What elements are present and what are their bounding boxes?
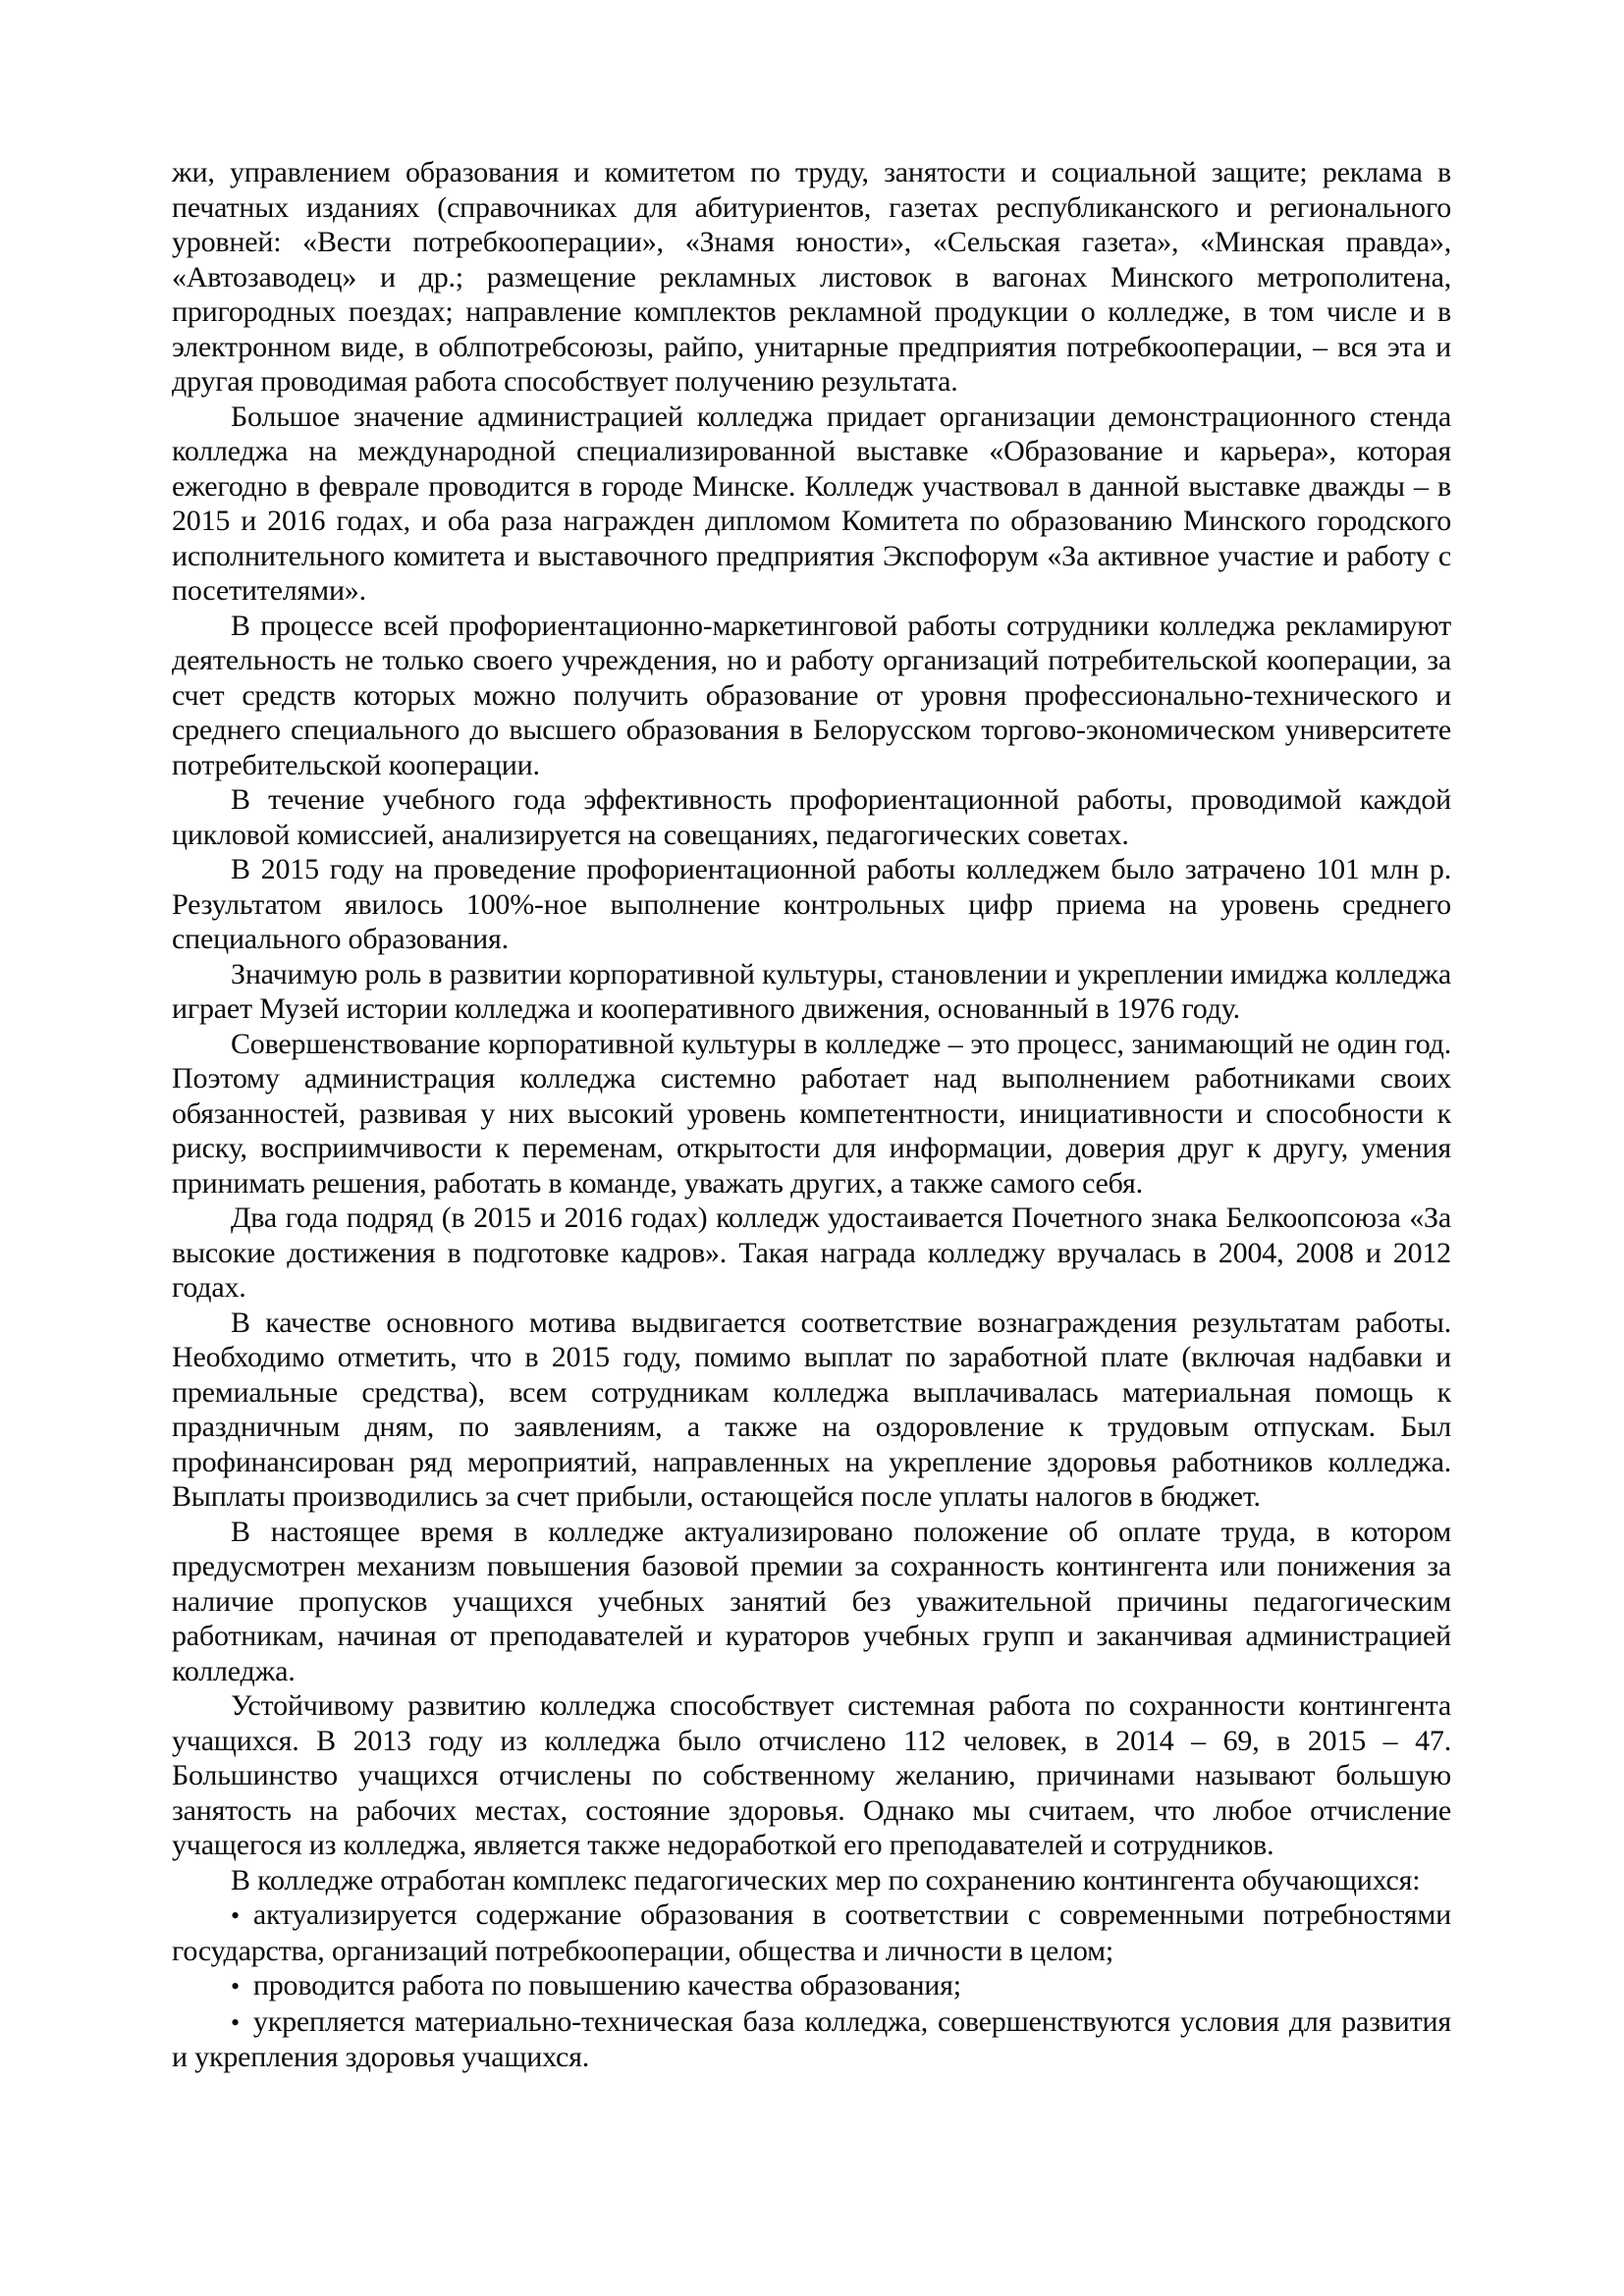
bullet-item: [172, 1968, 1451, 2004]
bullet-text: актуализируется содержание образования в соответствии с современными потребностями государства, организаций потребкооперации, общества и личности в целом;: [172, 1898, 1451, 1967]
bullet-text: укрепляется материально-техническая база колледжа, совершенствуются условия для развития и укрепления здоровья учащихся.: [172, 2004, 1451, 2073]
paragraph: В процессе всей профориентационно-маркетинговой работы сотрудники колледжа рекламируют деятельность не только своего учреждения, но и работу организаций потребительской кооперации, за счет средств которых можно получить образование от уровня профессионально-технического и среднего специального до высшего образования в Белорусском торгово-экономическом университете потребительской кооперации.: [172, 609, 1451, 781]
paragraph: Совершенствование корпоративной культуры в колледже – это процесс, занимающий не один год. Поэтому администрация колледжа системно работает над выполнением работниками своих обязанностей, развивая у них высокий уровень компетентности, инициативности и способности к риску, восприимчивости к переменам, открытости для информации, доверия друг к другу, умения принимать решения, работать в команде, уважать других, а также самого себя.: [172, 1027, 1451, 1200]
bullet-item: [172, 1897, 1451, 1968]
paragraph: В качестве основного мотива выдвигается соответствие вознаграждения результатам работы. Необходимо отметить, что в 2015 году, помимо выплат по заработной плате (включая надбавки и премиальные средства), всем сотрудникам колледжа выплачивалась материальная помощь к праздничным дням, по заявлениям, а также на оздоровление к трудовым отпускам. Был профинансирован ряд мероприятий, направленных на укрепление здоровья работников колледжа. Выплаты производились за счет прибыли, остающейся после уплаты налогов в бюджет.: [172, 1306, 1451, 1513]
document-body: [172, 155, 1451, 2075]
paragraph: Два года подряд (в 2015 и 2016 годах) колледж удостаивается Почетного знака Белкоопсоюза «За высокие достижения в подготовке кадров». Такая награда колледжу вручалась в 2004, 2008 и 2012 годах.: [172, 1201, 1451, 1304]
paragraph: В течение учебного года эффективность профориентационной работы, проводимой каждой цикловой комиссией, анализируется на совещаниях, педагогических советах.: [172, 783, 1451, 851]
paragraph: В настоящее время в колледже актуализировано положение об оплате труда, в котором предусмотрен механизм повышения базовой премии за сохранность контингента или понижения за наличие пропусков учащихся учебных занятий без уважительной причины педагогическим работникам, начиная от преподавателей и кураторов учебных групп и заканчивая администрацией колледжа.: [172, 1515, 1451, 1687]
paragraph: В колледже отработан комплекс педагогических мер по сохранению контингента обучающихся:: [231, 1863, 1421, 1896]
bullet-item: [172, 2004, 1451, 2075]
paragraph: жи, управлением образования и комитетом по труду, занятости и социальной защите; реклама в печатных изданиях (справочниках для абитуриентов, газетах республиканского и регионального уровней: «Вести потребкооперации», «Знамя юности», «Сельская газета», «Минская правда», «Автозаводец» и др.; размещение рекламных листовок в вагонах Минского метрополитена, пригородных поездах; направление комплектов рекламной продукции о колледже, в том числе и в электронном виде, в облпотребсоюзы, райпо, унитарные предприятия потребкооперации, – вся эта и другая проводимая работа способствует получению результата.: [172, 156, 1451, 398]
bullet-icon: •: [231, 1972, 240, 2001]
paragraph: Большое значение администрацией колледжа придает организации демонстрационного стенда колледжа на международной специализированной выставке «Образование и карьера», которая ежегодно в феврале проводится в городе Минске. Колледж участвовал в данной выставке дважды – в 2015 и 2016 годах, и оба раза награжден дипломом Комитета по образованию Минского городского исполнительного комитета и выставочного предприятия Экспофорум «За активное участие и работу с посетителями».: [172, 400, 1451, 607]
bullet-icon: •: [231, 1901, 240, 1930]
paragraph: В 2015 году на проведение профориентационной работы колледжем было затрачено 101 млн р. Результатом явилось 100%-ное выполнение контрольных цифр приема на уровень среднего специального образования.: [172, 853, 1451, 955]
paragraph: Значимую роль в развитии корпоративной культуры, становлении и укреплении имиджа колледжа играет Музей истории колледжа и кооперативного движения, основанный в 1976 году.: [172, 957, 1451, 1025]
bullet-icon: •: [231, 2007, 240, 2037]
bullet-text: проводится работа по повышению качества образования;: [252, 1969, 961, 2002]
paragraph: Устойчивому развитию колледжа способствует системная работа по сохранности контингента учащихся. В 2013 году из колледжа было отчислено 112 человек, в 2014 – 69, в 2015 – 47. Большинство учащихся отчислены по собственному желанию, причинами называют большую занятость на рабочих местах, состояние здоровья. Однако мы считаем, что любое отчисление учащегося из колледжа, является также недоработкой его преподавателей и сотрудников.: [172, 1689, 1451, 1861]
